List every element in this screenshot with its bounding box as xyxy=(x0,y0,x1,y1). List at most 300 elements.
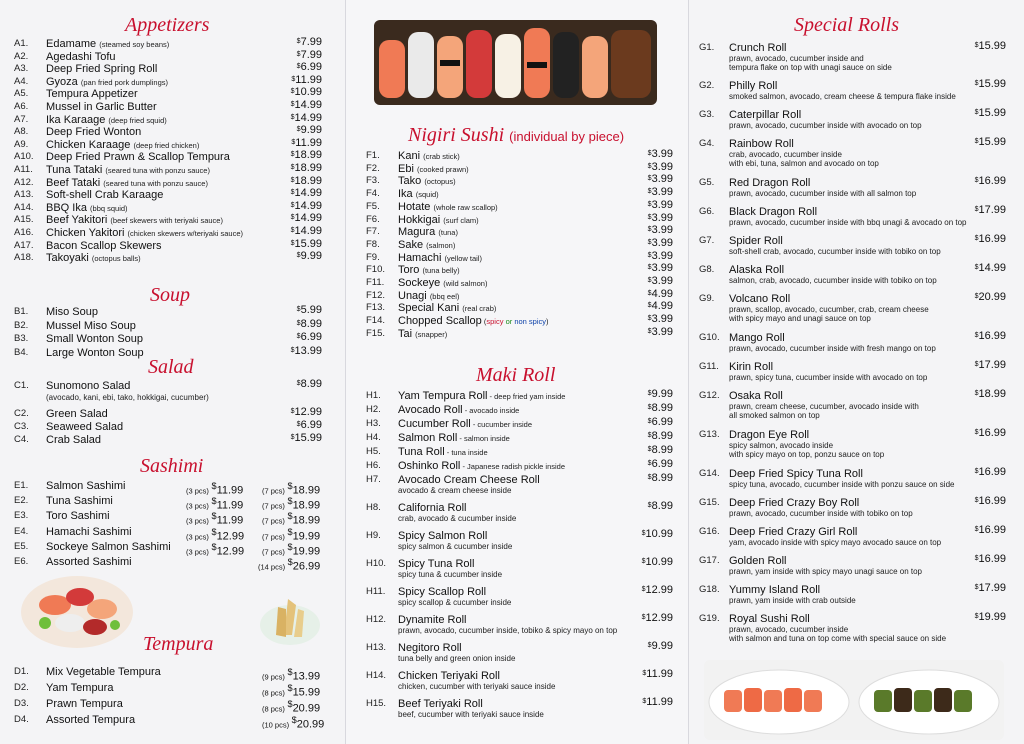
item-name-text: Dynamite Roll xyxy=(398,614,467,626)
item-note: (beef skewers with teriyaki sauce) xyxy=(110,216,223,226)
item-description: prawn, avocado, cucumber inside and xyxy=(729,54,864,63)
item-code: A2. xyxy=(14,50,29,62)
tempura-heading: Tempura xyxy=(143,633,214,655)
currency-symbol: $ xyxy=(284,511,293,522)
currency-symbol: $ xyxy=(647,213,652,221)
price-value: 8.99 xyxy=(651,430,673,442)
currency-symbol: $ xyxy=(290,408,295,415)
item-note: (octopus balls) xyxy=(91,254,141,264)
currency-symbol: $ xyxy=(974,138,979,145)
item-description: prawn, scallop, avocado, cucumber, crab, cream cheese xyxy=(729,305,929,314)
item-name: Osaka Roll xyxy=(729,390,783,402)
item-name-text: Hamachi xyxy=(398,251,442,264)
price-value: 11.99 xyxy=(295,73,322,86)
item-price xyxy=(618,262,673,274)
portion-price: 12.99 xyxy=(216,545,245,558)
item-name xyxy=(398,670,500,682)
price-value: 16.99 xyxy=(978,495,1006,507)
price-value: 15.99 xyxy=(978,40,1006,52)
item-name: Deep Fried Crazy Boy Roll xyxy=(729,497,860,509)
item-name xyxy=(398,188,439,201)
portion xyxy=(262,682,320,700)
item-description: all smoked salmon on top xyxy=(729,411,820,420)
item-price xyxy=(270,187,322,199)
price-value: 4.99 xyxy=(651,287,673,300)
price-value: 7.99 xyxy=(300,48,322,61)
item-name: Deep Fried Spicy Tuna Roll xyxy=(729,468,863,480)
item-code: A6. xyxy=(14,101,29,112)
price-value: 9.99 xyxy=(300,250,322,263)
item-price xyxy=(618,326,673,338)
item-code: G13. xyxy=(699,429,720,440)
item-name xyxy=(398,328,447,341)
portion-qty: (3 pcs) xyxy=(186,532,209,542)
item-name: Seaweed Salad xyxy=(46,421,124,433)
item-price xyxy=(270,175,322,187)
item-code: G2. xyxy=(699,80,715,91)
price-value: 3.99 xyxy=(651,236,673,249)
item-name-text: Beef Teriyaki Roll xyxy=(398,698,483,710)
item-name xyxy=(398,404,519,417)
portion-price: 18.99 xyxy=(292,515,321,528)
menu-panel-right xyxy=(689,0,1024,744)
item-price xyxy=(951,524,1006,536)
price-value: 6.99 xyxy=(300,331,322,344)
currency-symbol: $ xyxy=(647,315,652,323)
currency-symbol: $ xyxy=(974,361,979,368)
item-name: Sockeye Salmon Sashimi xyxy=(46,540,171,553)
currency-symbol: $ xyxy=(647,188,652,196)
item-code: H15. xyxy=(366,698,387,709)
item-name-text: Negitoro Roll xyxy=(398,642,462,654)
item-code: G9. xyxy=(699,293,715,304)
item-name-text: Spicy Scallop Roll xyxy=(398,586,487,598)
portion-qty: (8 pcs) xyxy=(262,688,285,698)
item-name: Salmon Sashimi xyxy=(46,480,126,492)
item-price xyxy=(618,556,673,568)
item-description: prawn, avocado, cucumber inside xyxy=(729,625,849,634)
portion-price: 20.99 xyxy=(292,702,321,715)
portion-price: 26.99 xyxy=(292,560,321,573)
price-value: 19.99 xyxy=(978,611,1006,623)
currency-symbol: $ xyxy=(296,306,301,313)
item-price xyxy=(270,36,322,48)
item-name xyxy=(398,264,460,277)
price-value: 3.99 xyxy=(651,275,673,287)
currency-symbol: $ xyxy=(208,511,217,522)
item-name-text: Hotate xyxy=(398,200,431,213)
spicy-options xyxy=(482,317,549,326)
menu-panel-middle xyxy=(345,0,689,744)
item-description: chicken, cucumber with teriyaki sauce inside xyxy=(398,682,556,691)
item-name-text: Large Wonton Soup xyxy=(46,346,144,359)
item-price xyxy=(270,200,322,212)
price-value: 10.99 xyxy=(645,556,673,568)
item-price xyxy=(951,175,1006,187)
item-code: G6. xyxy=(699,206,715,217)
item-name: Toro Sashimi xyxy=(46,510,110,523)
item-code: H9. xyxy=(366,530,381,541)
item-name-text: Small Wonton Soup xyxy=(46,333,144,346)
price-value: 5.99 xyxy=(300,304,322,316)
item-price xyxy=(951,495,1006,507)
item-name xyxy=(46,164,210,177)
item-code: G4. xyxy=(699,138,715,149)
currency-symbol: $ xyxy=(285,557,293,567)
item-code: E2. xyxy=(14,495,29,507)
item-name xyxy=(398,390,565,403)
price-value: 9.99 xyxy=(651,640,673,652)
currency-symbol: $ xyxy=(284,526,293,537)
item-note: (deep fried squid) xyxy=(108,115,167,125)
currency-symbol: $ xyxy=(208,496,217,507)
item-name-text: Hokkigai xyxy=(398,213,441,226)
item-price xyxy=(618,237,673,249)
price-value: 8.99 xyxy=(651,472,673,484)
currency-symbol: $ xyxy=(291,75,296,83)
currency-symbol: $ xyxy=(641,530,646,537)
portion-qty: (8 pcs) xyxy=(262,704,285,714)
price-value: 16.99 xyxy=(978,330,1006,342)
currency-symbol: $ xyxy=(647,251,652,259)
small-portion xyxy=(186,541,244,559)
currency-symbol: $ xyxy=(296,421,301,428)
item-code: E1. xyxy=(14,480,29,491)
item-price xyxy=(270,406,322,418)
item-description: prawn, avocado, cucumber inside with all salmon top xyxy=(729,189,917,198)
item-name: Mango Roll xyxy=(729,332,785,344)
item-name xyxy=(46,320,136,332)
item-name xyxy=(398,502,466,514)
item-name xyxy=(46,88,138,100)
tempura-photo xyxy=(258,595,322,647)
item-code: A9. xyxy=(14,138,29,150)
item-code: A14. xyxy=(14,201,34,213)
item-code: H12. xyxy=(366,614,387,625)
item-description: avocado & cream cheese inside xyxy=(398,486,512,495)
currency-symbol: $ xyxy=(974,264,979,271)
item-code: F1. xyxy=(366,150,380,161)
item-name xyxy=(398,614,466,626)
appetizers-heading: Appetizers xyxy=(125,14,210,36)
item-name-text: Beef Yakitori xyxy=(46,214,108,227)
item-note: (bbq squid) xyxy=(90,203,128,213)
item-name-text: Ebi xyxy=(398,162,414,175)
item-name-text: Toro xyxy=(398,264,420,277)
price-value: 13.99 xyxy=(294,344,322,357)
item-name-text: Magura xyxy=(398,226,436,239)
item-name-text: Chicken Karaage xyxy=(46,138,131,151)
currency-symbol: $ xyxy=(290,227,295,234)
item-description: with spicy mayo on top, ponzu sauce on top xyxy=(729,450,885,459)
item-name: Black Dragon Roll xyxy=(729,206,818,218)
item-price xyxy=(618,416,673,428)
currency-symbol: $ xyxy=(647,162,652,170)
currency-symbol: $ xyxy=(290,176,295,184)
item-code: F5. xyxy=(366,200,380,212)
price-value: 14.99 xyxy=(294,199,322,212)
nigiri-photo xyxy=(374,20,657,105)
item-name xyxy=(398,586,486,598)
item-price xyxy=(270,149,322,161)
currency-symbol: $ xyxy=(647,460,652,467)
item-price xyxy=(270,318,322,330)
item-note: (octopus) xyxy=(424,177,456,187)
item-name: Caterpillar Roll xyxy=(729,109,802,121)
item-price xyxy=(951,204,1006,216)
currency-symbol: $ xyxy=(296,38,301,45)
item-code: F4. xyxy=(366,188,380,200)
item-price xyxy=(618,224,673,236)
price-value: 14.99 xyxy=(294,212,322,225)
price-value: 3.99 xyxy=(651,148,673,160)
item-name xyxy=(398,642,462,654)
item-name xyxy=(398,175,456,188)
item-price xyxy=(270,345,322,357)
price-value: 3.99 xyxy=(651,262,673,275)
price-value: 7.99 xyxy=(300,36,322,48)
item-price xyxy=(951,388,1006,400)
item-description: with ebi, tuna, salmon and avocado on top xyxy=(729,159,879,168)
item-code: D3. xyxy=(14,698,29,709)
price-value: 4.99 xyxy=(651,300,673,313)
item-note: - cucumber inside xyxy=(470,420,533,429)
item-name-text: Beef Tataki xyxy=(46,176,101,189)
currency-symbol: $ xyxy=(208,541,217,552)
item-price xyxy=(618,430,673,442)
item-name-text: Deep Fried Wonton xyxy=(46,126,142,139)
currency-symbol: $ xyxy=(284,667,293,677)
nigiri-subtitle: (individual by piece) xyxy=(509,129,625,144)
item-name xyxy=(46,189,163,201)
item-code: C1. xyxy=(14,380,29,391)
price-value: 9.99 xyxy=(300,124,322,137)
item-code: A5. xyxy=(14,88,29,100)
currency-symbol: $ xyxy=(647,226,652,234)
item-name-text: Spicy Tuna Roll xyxy=(398,558,475,570)
item-note: (steamed soy beans) xyxy=(99,40,170,49)
item-description: crab, avocado & cucumber inside xyxy=(398,514,517,523)
portion-price: 12.99 xyxy=(216,530,245,543)
item-name xyxy=(46,151,230,163)
item-price xyxy=(618,212,673,224)
item-code: H5. xyxy=(366,446,381,457)
item-price xyxy=(270,74,322,86)
price-value: 11.99 xyxy=(646,668,673,680)
currency-symbol: $ xyxy=(290,101,295,108)
item-name xyxy=(398,214,479,227)
item-name-text: Tempura Appetizer xyxy=(46,88,138,101)
item-note: (whole raw scallop) xyxy=(433,202,498,212)
portion-price: 11.99 xyxy=(216,499,244,512)
currency-symbol: $ xyxy=(290,164,295,171)
price-value: 16.99 xyxy=(978,524,1006,536)
currency-symbol: $ xyxy=(974,497,979,504)
non-spicy-option: non spicy xyxy=(514,317,547,327)
item-code: A7. xyxy=(14,113,29,125)
currency-symbol: $ xyxy=(289,715,297,725)
item-price xyxy=(951,291,1006,303)
item-price xyxy=(618,300,673,312)
item-code: D4. xyxy=(14,714,29,725)
nigiri-heading: Nigiri Sushi (individual by piece) xyxy=(408,124,625,146)
item-name-text: Avocado Roll xyxy=(398,404,463,416)
item-name xyxy=(46,38,169,51)
currency-symbol: $ xyxy=(974,584,979,591)
item-description: yam, avocado inside with spicy mayo avocado sauce on top xyxy=(729,538,942,547)
item-name: Dragon Eye Roll xyxy=(729,429,810,441)
item-description: beef, cucumber with teriyaki sauce inside xyxy=(398,710,544,719)
item-name xyxy=(46,63,157,75)
item-description: prawn, avocado, cucumber inside with tobiko on top xyxy=(729,509,913,518)
item-name-text: California Roll xyxy=(398,502,467,514)
portion-qty: (7 pcs) xyxy=(262,486,285,496)
item-name: Royal Sushi Roll xyxy=(729,613,810,625)
item-name-text: Tuna Roll xyxy=(398,446,445,458)
item-note: (salmon) xyxy=(426,240,456,250)
portion-price: 18.99 xyxy=(292,484,321,497)
currency-symbol: $ xyxy=(641,558,646,565)
price-value: 3.99 xyxy=(651,160,673,173)
price-value: 20.99 xyxy=(978,291,1006,303)
price-value: 14.99 xyxy=(294,99,322,111)
item-price xyxy=(270,419,322,431)
price-value: 12.99 xyxy=(645,612,673,624)
item-name xyxy=(46,126,141,138)
item-description: spicy salmon, avocado inside xyxy=(729,441,834,450)
item-code: A15. xyxy=(14,214,34,226)
item-code: H14. xyxy=(366,670,387,681)
currency-symbol: $ xyxy=(647,264,652,272)
currency-symbol: $ xyxy=(208,526,217,537)
price-value: 14.99 xyxy=(294,225,322,237)
item-note: (surf clam) xyxy=(443,215,479,225)
price-value: 3.99 xyxy=(651,325,673,338)
item-price xyxy=(618,444,673,456)
item-code: D1. xyxy=(14,666,29,677)
item-price xyxy=(270,238,322,250)
currency-symbol: $ xyxy=(290,434,295,441)
currency-symbol: $ xyxy=(284,683,293,693)
currency-symbol: $ xyxy=(647,200,652,208)
item-name: Tuna Sashimi xyxy=(46,495,113,508)
item-code: G11. xyxy=(699,361,719,372)
item-description: soft-shell crab, avocado, cucumber inside with tobiko on top xyxy=(729,247,941,256)
item-price xyxy=(618,313,673,325)
item-price xyxy=(618,199,673,211)
item-name-text: Ika xyxy=(398,188,413,201)
item-code: A11. xyxy=(14,164,33,175)
item-code: G3. xyxy=(699,109,715,120)
item-code: H1. xyxy=(366,390,381,401)
item-code: F6. xyxy=(366,213,380,225)
portion-price: 15.99 xyxy=(292,686,321,699)
item-description: prawn, cream cheese, cucumber, avocado inside with xyxy=(729,402,919,411)
item-code: A13. xyxy=(14,189,34,201)
price-value: 16.99 xyxy=(978,427,1006,439)
price-value: 8.99 xyxy=(300,317,322,330)
item-name: Volcano Roll xyxy=(729,293,791,305)
item-name xyxy=(46,114,167,127)
currency-symbol: $ xyxy=(284,496,293,507)
item-code: F3. xyxy=(366,175,380,187)
item-code: H10. xyxy=(366,558,387,569)
price-value: 12.99 xyxy=(294,406,322,418)
price-value: 3.99 xyxy=(651,313,673,326)
portion xyxy=(262,666,320,684)
item-code: A12. xyxy=(14,176,34,188)
price-value: 15.99 xyxy=(294,237,322,250)
item-code: G18. xyxy=(699,584,720,595)
item-price xyxy=(951,582,1006,594)
menu-panel-left xyxy=(0,0,345,744)
item-code: A3. xyxy=(14,63,29,75)
item-price xyxy=(618,161,673,173)
item-note: (bbq eel) xyxy=(429,291,460,301)
item-name: Mix Vegetable Tempura xyxy=(46,666,161,678)
item-note: (tuna belly) xyxy=(422,266,460,276)
currency-symbol: $ xyxy=(974,235,979,242)
item-description: spicy tuna & cucumber inside xyxy=(398,570,503,579)
item-name: Prawn Tempura xyxy=(46,698,123,710)
item-name xyxy=(398,698,483,710)
item-code: H6. xyxy=(366,460,381,471)
paren-open: ( xyxy=(483,317,487,327)
item-price xyxy=(270,378,322,390)
item-description: prawn, yam inside with crab outside xyxy=(729,596,856,605)
item-name-text: Tako xyxy=(398,175,422,188)
item-name xyxy=(398,460,565,473)
currency-symbol: $ xyxy=(974,206,979,213)
currency-symbol: $ xyxy=(208,481,217,491)
price-value: 6.99 xyxy=(300,61,322,74)
item-name-text: Mussel in Garlic Butter xyxy=(46,101,157,113)
item-name-text: Agedashi Tofu xyxy=(46,50,116,63)
item-code: H13. xyxy=(366,642,387,653)
item-code: A17. xyxy=(14,239,34,251)
item-code: E5. xyxy=(14,540,29,552)
item-name: Crab Salad xyxy=(46,434,102,446)
currency-symbol: $ xyxy=(290,214,295,222)
sashimi-platter-photo xyxy=(20,575,135,650)
item-code: G15. xyxy=(699,497,720,508)
item-description: prawn, yam inside with spicy mayo unagi sauce on top xyxy=(729,567,922,576)
large-portion xyxy=(258,556,320,574)
item-price xyxy=(951,466,1006,478)
item-name-text: Spicy Salmon Roll xyxy=(398,530,488,542)
currency-symbol: $ xyxy=(974,293,979,300)
item-name: Crunch Roll xyxy=(729,42,787,54)
item-name xyxy=(398,150,460,163)
item-note: (pan fried pork dumplings) xyxy=(80,77,168,87)
currency-symbol: $ xyxy=(974,429,979,436)
item-note: (squid) xyxy=(415,190,439,200)
item-name-text: Ika Karaage xyxy=(46,113,106,126)
currency-symbol: $ xyxy=(647,302,652,310)
portion xyxy=(262,698,320,716)
item-price xyxy=(618,288,673,300)
item-name xyxy=(398,239,455,252)
item-note: (yellow tail) xyxy=(444,253,482,263)
item-code: H4. xyxy=(366,432,381,443)
item-name xyxy=(46,347,144,359)
price-value: 3.99 xyxy=(651,186,673,199)
item-price xyxy=(270,86,322,98)
price-value: 3.99 xyxy=(651,211,673,224)
currency-symbol: $ xyxy=(974,468,979,475)
item-name-text: Gyoza xyxy=(46,75,78,88)
item-code: E6. xyxy=(14,556,29,567)
